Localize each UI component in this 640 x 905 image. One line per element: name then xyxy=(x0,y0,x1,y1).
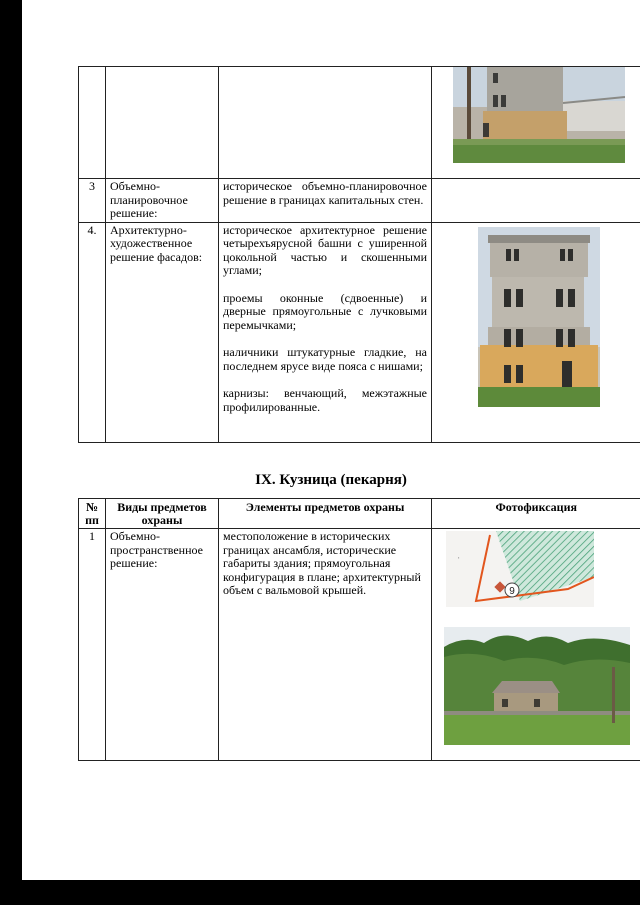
water-tower-photo xyxy=(478,227,600,407)
protection-type: Архитектурно-художественное решение фасадов: xyxy=(106,222,219,442)
table-header-row xyxy=(79,499,640,529)
table-row xyxy=(79,529,640,761)
document-page xyxy=(22,0,640,880)
protection-elements: местоположение в исторических границах ансамбля, исторические габариты здания; прямоугольная конфигурация в плане; архитектурный объем с вальмовой крышей. xyxy=(219,529,432,761)
photo-cell xyxy=(432,67,640,179)
tower-photo-partial xyxy=(453,67,625,163)
row-number: 3 xyxy=(79,179,106,223)
map-marker-number: 9 xyxy=(509,586,515,597)
header-type: Виды предметов охраны xyxy=(106,499,219,529)
header-elements: Элементы предметов охраны xyxy=(219,499,432,529)
protection-type: Объемно-планировочное решение: xyxy=(106,179,219,223)
photo-cell xyxy=(432,529,640,761)
photo-cell xyxy=(432,179,640,223)
protection-elements xyxy=(219,67,432,179)
row-number: 1 xyxy=(79,529,106,761)
header-photo: Фотофиксация xyxy=(432,499,640,529)
table-row xyxy=(79,67,640,179)
scan-border xyxy=(0,880,640,905)
section-title: IX. Кузница (пекарня) xyxy=(255,472,407,488)
protection-type: Объемно-пространственное решение: xyxy=(106,529,219,761)
photo-cell xyxy=(432,222,640,442)
header-num: № пп xyxy=(79,499,106,529)
protection-table-continued xyxy=(78,66,640,443)
table-row xyxy=(79,179,640,223)
protection-elements: историческое архитектурное решение четырехъярусной башни с уширенной цокольной частью и скошенными углами; проемы оконные (сдвоенные) и дверные прямоугольные с лучковыми перемычками; наличники штукатурные гладкие, на последнем ярусе виде пояса с нишами; карнизы: венчающий, межэтажные профилированные. xyxy=(219,222,432,442)
svg-text:▪: ▪ xyxy=(458,555,460,560)
row-number: 4. xyxy=(79,222,106,442)
table-row xyxy=(79,222,640,442)
protection-elements: историческое объемно-планировочное решение в границах капитальных стен. xyxy=(219,179,432,223)
smithy-photo xyxy=(444,627,630,745)
site-plan-map xyxy=(446,531,594,607)
row-number xyxy=(79,67,106,179)
protection-type xyxy=(106,67,219,179)
protection-table xyxy=(78,498,640,761)
